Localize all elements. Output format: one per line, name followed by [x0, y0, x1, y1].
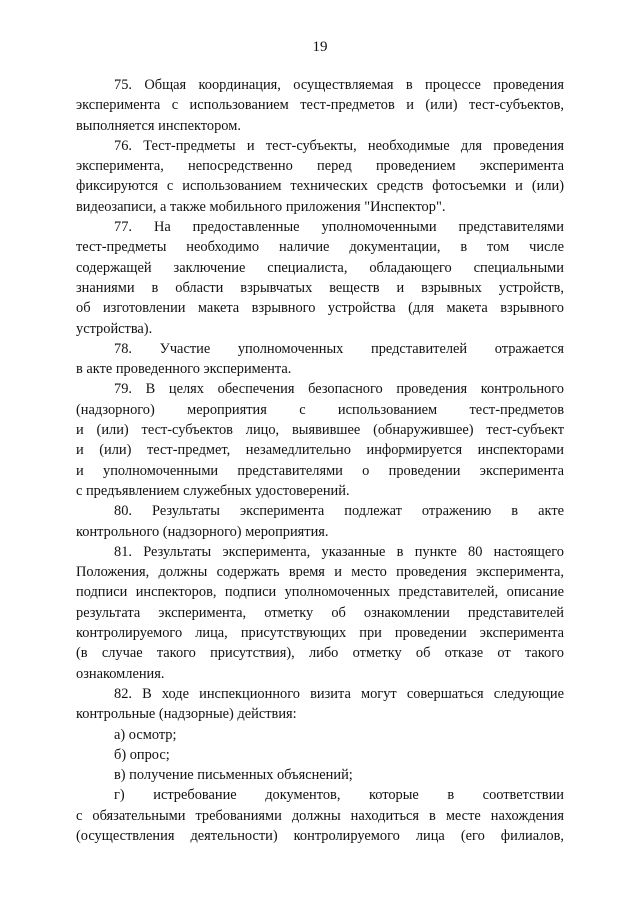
text-line: контролируемого лица, присутствующих при проведении эксперимента	[76, 625, 564, 642]
text-line: 81. Результаты эксперимента, указанные в пункте 80 настоящего	[114, 543, 564, 560]
text-line: (в случае такого присутствия), либо отметку об отказе от такого	[76, 645, 564, 662]
paragraph	[76, 745, 564, 765]
text-line: подписи инспекторов, подписи уполномоченных представителей, описание	[76, 584, 564, 601]
text-line: в акте проведенного эксперимента.	[76, 361, 292, 378]
text-line: знаниями в области взрывчатых веществ и взрывных устройств,	[76, 279, 564, 296]
text-line: г) истребование документов, которые в соответствии	[114, 787, 564, 804]
document-body	[76, 75, 564, 846]
paragraph	[76, 339, 564, 380]
text-line: фиксируются с использованием технических средств фотосъемки и (или)	[76, 178, 564, 195]
paragraph	[76, 725, 564, 745]
paragraph	[76, 75, 564, 136]
text-line: (осуществления деятельности) контролируемого лица (его филиалов,	[76, 827, 564, 844]
text-line: 76. Тест-предметы и тест-субъекты, необходимые для проведения	[114, 137, 564, 154]
text-line: содержащей заключение специалиста, обладающего специальными	[76, 259, 564, 276]
text-line: 75. Общая координация, осуществляемая в процессе проведения	[114, 77, 564, 93]
text-line: 77. На предоставленные уполномоченными представителями	[114, 219, 564, 236]
paragraph	[76, 217, 564, 339]
text-line: тест-предметы необходимо наличие документации, в том числе	[76, 239, 564, 256]
text-line: об изготовлении макета взрывного устройства (для макета взрывного	[76, 300, 564, 317]
paragraph	[76, 765, 564, 785]
text-line: и (или) тест-субъектов лицо, выявившее (обнаружившее) тест-субъект	[76, 422, 564, 439]
text-line: (надзорного) мероприятия с использованием тест-предметов	[76, 401, 564, 418]
text-line: 79. В целях обеспечения безопасного проведения контрольного	[114, 381, 564, 398]
paragraph	[76, 501, 564, 542]
text-line: контрольного (надзорного) мероприятия.	[76, 523, 329, 540]
text-line: а) осмотр;	[114, 726, 177, 743]
text-line: устройства).	[76, 320, 153, 337]
page-number: 19	[312, 39, 328, 55]
text-line: с предъявлением служебных удостоверений.	[76, 482, 350, 499]
paragraph	[76, 785, 564, 846]
text-line: Положения, должны содержать время и место проведения эксперимента,	[76, 564, 564, 581]
text-line: эксперимента с использованием тест-предметов и (или) тест-субъектов,	[76, 97, 564, 114]
text-line: 82. В ходе инспекционного визита могут совершаться следующие	[114, 685, 564, 702]
paragraph	[76, 379, 564, 501]
text-line: ознакомления.	[76, 665, 165, 682]
text-line: б) опрос;	[114, 746, 170, 763]
text-line: выполняется инспектором.	[76, 117, 241, 134]
text-line: результата эксперимента, отметку об ознакомлении представителей	[76, 604, 564, 621]
text-line: и уполномоченными представителями о проведении эксперимента	[76, 462, 564, 479]
text-line: эксперимента, непосредственно перед проведением эксперимента	[76, 158, 564, 175]
text-line: 78. Участие уполномоченных представителей отражается	[114, 340, 564, 357]
paragraph	[76, 684, 564, 725]
text-line: 80. Результаты эксперимента подлежат отражению в акте	[114, 503, 564, 520]
text-line: в) получение письменных объяснений;	[114, 767, 353, 784]
text-line: и (или) тест-предмет, незамедлительно информируется инспекторами	[76, 442, 564, 459]
text-line: с обязательными требованиями должны находиться в месте нахождения	[76, 807, 564, 824]
paragraph	[76, 542, 564, 684]
paragraph	[76, 136, 564, 217]
text-line: контрольные (надзорные) действия:	[76, 706, 297, 723]
text-line: видеозаписи, а также мобильного приложения "Инспектор".	[76, 198, 446, 215]
